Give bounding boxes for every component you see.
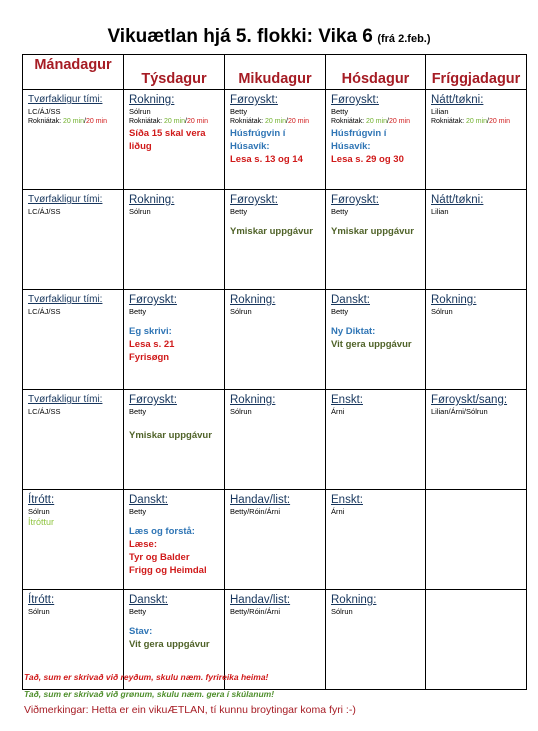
cell-thursday [326, 90, 426, 190]
subject-label: Tvørfakligur tími: [28, 194, 103, 205]
classwork-text: Ymiskar uppgávur [230, 226, 313, 237]
rokniatak-note: Rokniátak: 20 min/20 min [331, 118, 411, 125]
rokniatak-note: Rokniátak: 20 min/20 min [28, 118, 108, 125]
cell-monday [23, 190, 124, 290]
cell-wednesday [225, 190, 326, 290]
day-header-friday: Fríggjadagur [426, 55, 527, 90]
teacher-label: Lilian/Árni/Sólrun [431, 407, 488, 416]
rokniatak-note: Rokniátak: 20 min/20 min [129, 118, 209, 125]
teacher-label: Betty [331, 107, 349, 116]
book-title: Húsfrúgvin í [331, 128, 387, 139]
day-header-row [23, 55, 527, 90]
teacher-label: Betty [129, 507, 147, 516]
subject-label: Føroyskt: [129, 394, 177, 406]
teacher-label: Betty [230, 207, 248, 216]
book-title: Stav: [129, 626, 153, 637]
book-title: Ny Diktat: [331, 326, 376, 337]
subject-label: Danskt: [129, 594, 168, 606]
classwork-text: Vit gera uppgávur [331, 339, 412, 350]
teacher-label: Sólrun [230, 307, 252, 316]
footer-red-note: Tað, sum er skrivað við reyðum, skulu næm. fyrireika heima! [24, 672, 269, 682]
subject-label: Rokning: [230, 294, 276, 306]
subject-label: Føroyskt: [129, 294, 177, 306]
teacher-label: LC/ÁJ/SS [28, 407, 61, 416]
teacher-label: Árni [331, 507, 345, 516]
cell-wednesday [225, 390, 326, 490]
subject-label: Rokning: [129, 194, 175, 206]
teacher-label: Betty [230, 107, 248, 116]
cell-monday [23, 390, 124, 490]
subject-label: Føroyskt: [230, 94, 278, 106]
cell-tuesday [124, 490, 225, 590]
cell-tuesday [124, 90, 225, 190]
cell-wednesday [225, 90, 326, 190]
cell-tuesday [124, 390, 225, 490]
cell-monday [23, 90, 124, 190]
subject-label: Føroyskt: [331, 94, 379, 106]
subject-label: Rokning: [431, 294, 477, 306]
teacher-label: Lilian [431, 207, 449, 216]
homework-text: Lesa s. 29 og 30 [331, 154, 404, 165]
footer-green-note: Tað, sum er skrivað við grønum, skulu næm. gera í skúlanum! [24, 689, 275, 699]
cell-tuesday [124, 290, 225, 390]
subject-label: Nátt/tøkni: [431, 194, 484, 206]
homework-text: Síða 15 skal vera liðug [129, 128, 206, 152]
book-title: Læs og forstå: [129, 526, 195, 537]
cell-thursday [326, 590, 426, 690]
rokniatak-note: Rokniátak: 20 min/20 min [431, 118, 511, 125]
classwork-text: Ymiskar uppgávur [129, 430, 212, 441]
cell-friday [426, 490, 527, 590]
homework-text: Læse: [129, 539, 157, 550]
cell-monday [23, 290, 124, 390]
teacher-label: Betty [129, 607, 147, 616]
cell-wednesday [225, 490, 326, 590]
cell-monday [23, 490, 124, 590]
homework-text: Lesa s. 21 [129, 339, 175, 350]
subject-label: Føroyskt/sang: [431, 394, 508, 406]
teacher-label: Sólrun [129, 207, 151, 216]
cell-thursday [326, 190, 426, 290]
teacher-label: LC/ÁJ/SS [28, 107, 61, 116]
teacher-label: Sólrun [28, 607, 50, 616]
subject-label: Tvørfakligur tími: [28, 394, 103, 405]
cell-friday [426, 590, 527, 690]
cell-friday [426, 290, 527, 390]
teacher-label: Sólrun [129, 107, 151, 116]
teacher-label: Sólrun [431, 307, 453, 316]
table-row [23, 390, 527, 490]
cell-wednesday [225, 290, 326, 390]
book-title: Húsavík: [230, 141, 270, 152]
table-row [23, 190, 527, 290]
schedule-table [22, 54, 527, 690]
cell-thursday [326, 490, 426, 590]
teacher-label: Sólrun [28, 507, 50, 516]
subject-label: Enskt: [331, 394, 363, 406]
book-title: Húsavík: [331, 141, 371, 152]
subject-label: Føroyskt: [230, 194, 278, 206]
subject-label: Handav/list: [230, 494, 291, 506]
teacher-label: Lilian [431, 107, 449, 116]
title-main: Vikuætlan hjá 5. flokki: Vika 6 [107, 26, 373, 47]
day-header-thursday: Hósdagur [326, 55, 426, 90]
subject-label: Nátt/tøkni: [431, 94, 484, 106]
subject-label: Danskt: [129, 494, 168, 506]
teacher-label: Betty [129, 407, 147, 416]
page-title [0, 26, 538, 48]
homework-text: Fyrisøgn [129, 352, 170, 363]
homework-text: Frigg og Heimdal [129, 565, 207, 576]
cell-thursday [326, 290, 426, 390]
day-header-tuesday: Týsdagur [124, 55, 225, 90]
cell-thursday [326, 390, 426, 490]
sport-text: Ítróttur [28, 517, 55, 527]
title-sub: (frá 2.feb.) [377, 33, 431, 45]
subject-label: Tvørfakligur tími: [28, 294, 103, 305]
subject-label: Føroyskt: [331, 194, 379, 206]
cell-tuesday [124, 190, 225, 290]
teacher-label: Árni [331, 407, 345, 416]
rokniatak-note: Rokniátak: 20 min/20 min [230, 118, 310, 125]
teacher-label: LC/ÁJ/SS [28, 307, 61, 316]
teacher-label: Sólrun [331, 607, 353, 616]
cell-friday [426, 390, 527, 490]
cell-friday [426, 90, 527, 190]
teacher-label: Betty [331, 307, 349, 316]
table-row [23, 290, 527, 390]
teacher-label: LC/ÁJ/SS [28, 207, 61, 216]
book-title: Eg skrivi: [129, 326, 172, 337]
subject-label: Danskt: [331, 294, 370, 306]
classwork-text: Ymiskar uppgávur [331, 226, 414, 237]
classwork-text: Vit gera uppgávur [129, 639, 210, 650]
table-row [23, 90, 527, 190]
teacher-label: Betty [129, 307, 147, 316]
teacher-label: Betty/Róin/Árni [230, 507, 281, 516]
subject-label: Ítrótt: [28, 594, 55, 606]
teacher-label: Betty [331, 207, 349, 216]
subject-label: Rokning: [129, 94, 175, 106]
homework-text: Tyr og Balder [129, 552, 190, 563]
day-header-monday: Mánadagur [23, 55, 124, 90]
subject-label: Rokning: [331, 594, 377, 606]
subject-label: Ítrótt: [28, 494, 55, 506]
subject-label: Enskt: [331, 494, 363, 506]
day-header-wednesday: Mikudagur [225, 55, 326, 90]
homework-text: Lesa s. 13 og 14 [230, 154, 303, 165]
cell-friday [426, 190, 527, 290]
subject-label: Rokning: [230, 394, 276, 406]
book-title: Húsfrúgvin í [230, 128, 286, 139]
table-row [23, 490, 527, 590]
teacher-label: Sólrun [230, 407, 252, 416]
footer-remark: Viðmerkingar: Hetta er ein vikuÆTLAN, tí kunnu broytingar koma fyri :-) [24, 704, 356, 716]
teacher-label: Betty/Róin/Árni [230, 607, 281, 616]
subject-label: Tvørfakligur tími: [28, 94, 103, 105]
subject-label: Handav/list: [230, 594, 291, 606]
